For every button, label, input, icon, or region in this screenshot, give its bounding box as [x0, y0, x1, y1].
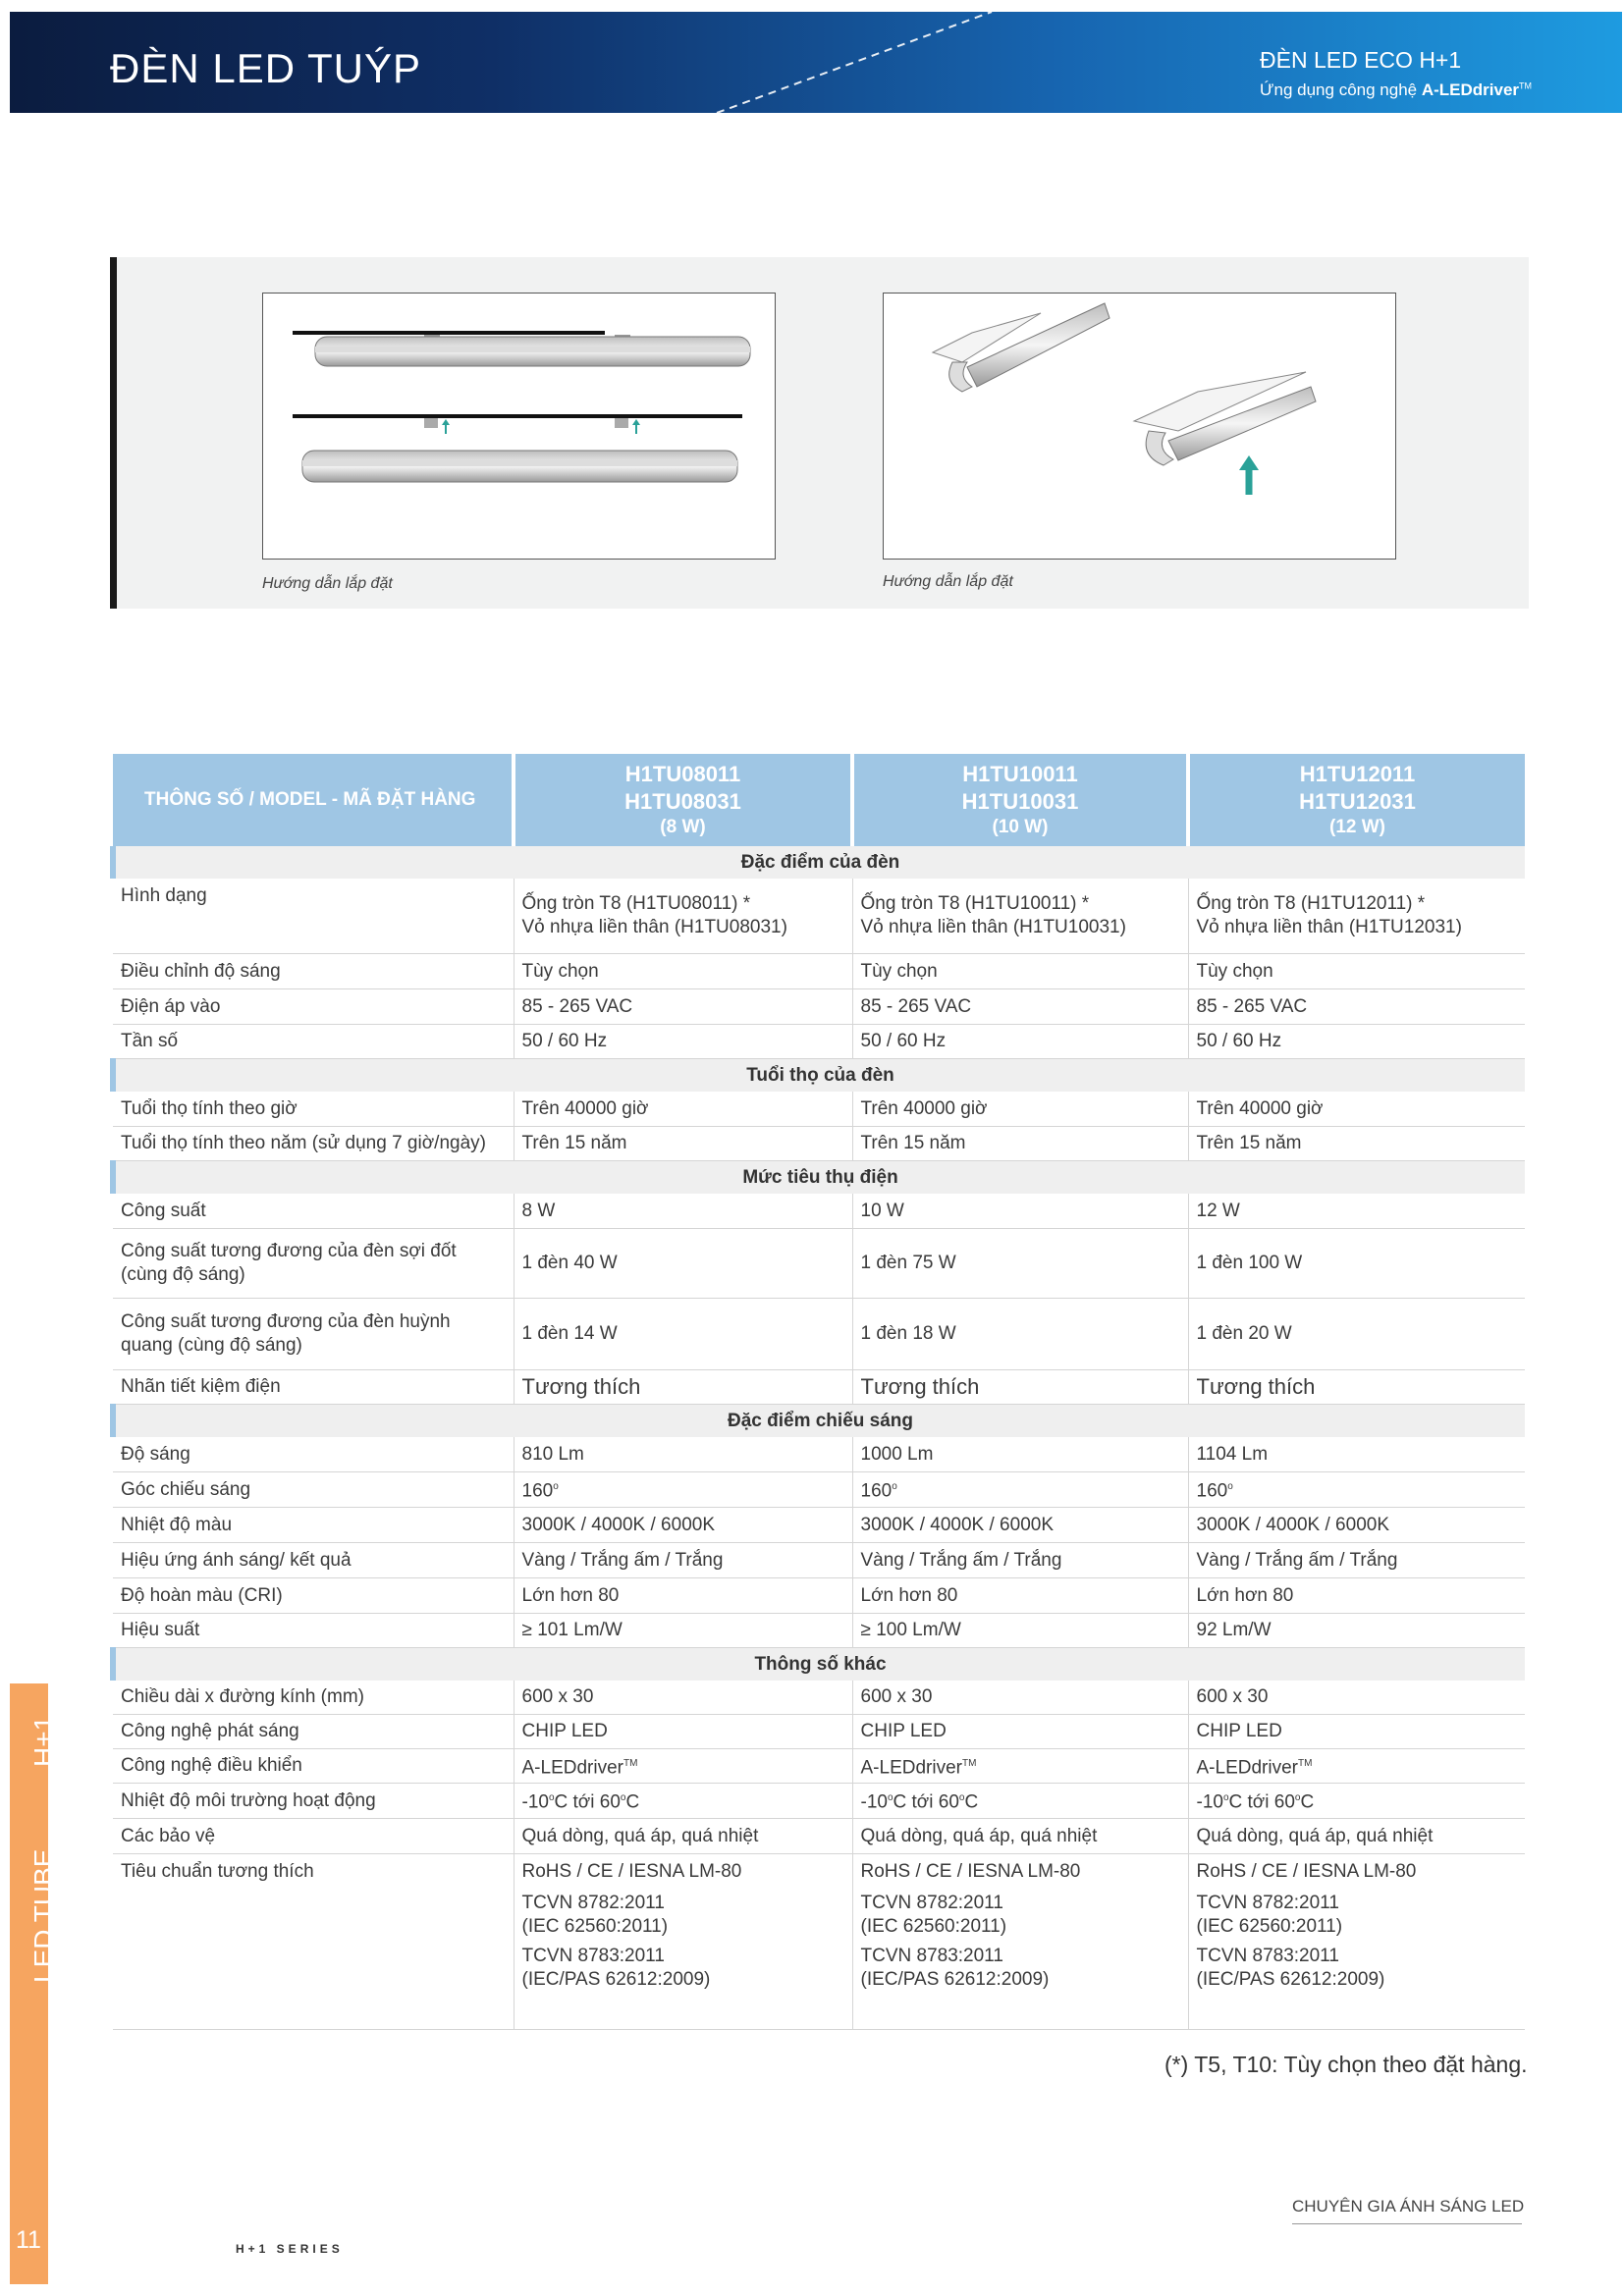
table-row: Độ hoàn màu (CRI) Lớn hơn 80 Lớn hơn 80 Lớn hơn 80: [113, 1578, 1525, 1614]
section-row: Đặc điểm của đèn: [113, 846, 1525, 879]
table-row: Góc chiếu sáng 160$^o$ 160$^o$ 160$^o$: [113, 1472, 1525, 1508]
table-row: Chiều dài x đường kính (mm) 600 x 30 600 x 30 600 x 30: [113, 1681, 1525, 1715]
section-row: Đặc điểm chiếu sáng: [113, 1405, 1525, 1438]
table-row: Công nghệ phát sáng CHIP LED CHIP LED CHIP LED: [113, 1715, 1525, 1749]
side-tab-series: H+1: [28, 1715, 59, 1767]
page-title: ĐÈN LED TUÝP: [110, 45, 421, 91]
installation-caption-2: Hướng dẫn lắp đặt: [883, 573, 1013, 590]
table-row: Công suất tương đương của đèn huỳnh quang (cùng độ sáng) 1 đèn 14 W 1 đèn 18 W 1 đèn 20 W: [113, 1299, 1525, 1370]
page-number: 11: [16, 2226, 41, 2254]
table-row: Công suất tương đương của đèn sợi đốt (cùng độ sáng) 1 đèn 40 W 1 đèn 75 W 1 đèn 100 W: [113, 1229, 1525, 1299]
page-header: [10, 12, 1622, 113]
table-row: Điều chỉnh độ sáng Tùy chọn Tùy chọn Tùy chọn: [113, 954, 1525, 989]
table-row: Tần số 50 / 60 Hz 50 / 60 Hz 50 / 60 Hz: [113, 1025, 1525, 1059]
product-line-title: ĐÈN LED ECO H+1: [1260, 47, 1462, 73]
spec-header-label: THÔNG SỐ / MODEL - MÃ ĐẶT HÀNG: [113, 754, 514, 846]
table-row: Độ sáng 810 Lm 1000 Lm 1104 Lm: [113, 1437, 1525, 1472]
table-row: Hình dạng Ống tròn T8 (H1TU08011) * Vỏ nhựa liền thân (H1TU08031) Ống tròn T8 (H1TU10011) * Vỏ nhựa liền thân (H1TU10031) Ống tròn T8 (H1TU12011) * Vỏ nhựa liền thân (H1TU12031): [113, 879, 1525, 954]
spec-table: [110, 754, 1525, 2030]
table-row: Công suất 8 W 10 W 12 W: [113, 1194, 1525, 1229]
installation-caption-1: Hướng dẫn lắp đặt: [262, 575, 393, 592]
table-row: Điện áp vào 85 - 265 VAC 85 - 265 VAC 85 - 265 VAC: [113, 989, 1525, 1025]
table-row: Hiệu suất ≥ 101 Lm/W ≥ 100 Lm/W 92 Lm/W: [113, 1614, 1525, 1648]
footer-series: H+1 SERIES: [236, 2242, 344, 2256]
installation-figure-straight: [262, 293, 776, 560]
table-row: Nhãn tiết kiệm điện Tương thích Tương thích Tương thích: [113, 1370, 1525, 1405]
table-row: Các bảo vệ Quá dòng, quá áp, quá nhiệt Quá dòng, quá áp, quá nhiệt Quá dòng, quá áp, quá nhiệt: [113, 1819, 1525, 1854]
table-row: Tiêu chuẩn tương thích RoHS / CE / IESNA LM-80 TCVN 8782:2011 (IEC 62560:2011) TCVN 8783:2011 (IEC/PAS 62612:2009) RoHS / CE / IESNA LM-80 TCVN 8782:2011 (IEC 62560:2011) TCVN 8783:2011 (IEC/PAS 62612:2009) RoHS / CE / IESNA LM-80 TCVN 8782:2011 (IEC 62560:2011) TCVN 8783:2011 (IEC/PAS 62612:2009): [113, 1854, 1525, 2030]
installation-panel: [110, 257, 1529, 609]
table-row: Tuổi thọ tính theo năm (sử dụng 7 giờ/ngày) Trên 15 năm Trên 15 năm Trên 15 năm: [113, 1127, 1525, 1161]
table-row: Nhiệt độ môi trường hoạt động -10$^o$C tới 60$^o$C -10$^o$C tới 60$^o$C -10$^o$C tới 60$^o$C: [113, 1784, 1525, 1819]
section-row: Thông số khác: [113, 1648, 1525, 1682]
footer-divider: [1292, 2223, 1522, 2224]
clip-mount-illustration: [884, 294, 1395, 559]
model-header: H1TU08011 H1TU08031 (8 W): [514, 754, 852, 846]
section-row: Tuổi thọ của đèn: [113, 1059, 1525, 1093]
table-row: Tuổi thọ tính theo giờ Trên 40000 giờ Trên 40000 giờ Trên 40000 giờ: [113, 1092, 1525, 1127]
section-row: Mức tiêu thụ điện: [113, 1161, 1525, 1195]
spec-header-row: [113, 754, 1525, 846]
model-header: H1TU10011 H1TU10031 (10 W): [852, 754, 1188, 846]
table-row: Hiệu ứng ánh sáng/ kết quả Vàng / Trắng ấm / Trắng Vàng / Trắng ấm / Trắng Vàng / Trắng ấm / Trắng: [113, 1543, 1525, 1578]
side-tab-label: LED TUBE: [28, 1848, 59, 1983]
footer-tagline: CHUYÊN GIA ÁNH SÁNG LED: [1292, 2197, 1525, 2216]
product-line-subtitle: Ứng dụng công nghệ A-LEDdriver™: [1260, 80, 1533, 99]
tube-mount-illustration: [263, 294, 775, 559]
footnote: (*) T5, T10: Tùy chọn theo đặt hàng.: [1164, 2052, 1528, 2077]
installation-figure-clip: [883, 293, 1396, 560]
model-header: H1TU12011 H1TU12031 (12 W): [1188, 754, 1525, 846]
table-row: Nhiệt độ màu 3000K / 4000K / 6000K 3000K / 4000K / 6000K 3000K / 4000K / 6000K: [113, 1508, 1525, 1543]
table-row: Công nghệ điều khiển A-LEDdriver™ A-LEDdriver™ A-LEDdriver™: [113, 1749, 1525, 1784]
side-tab: [10, 1683, 48, 2284]
